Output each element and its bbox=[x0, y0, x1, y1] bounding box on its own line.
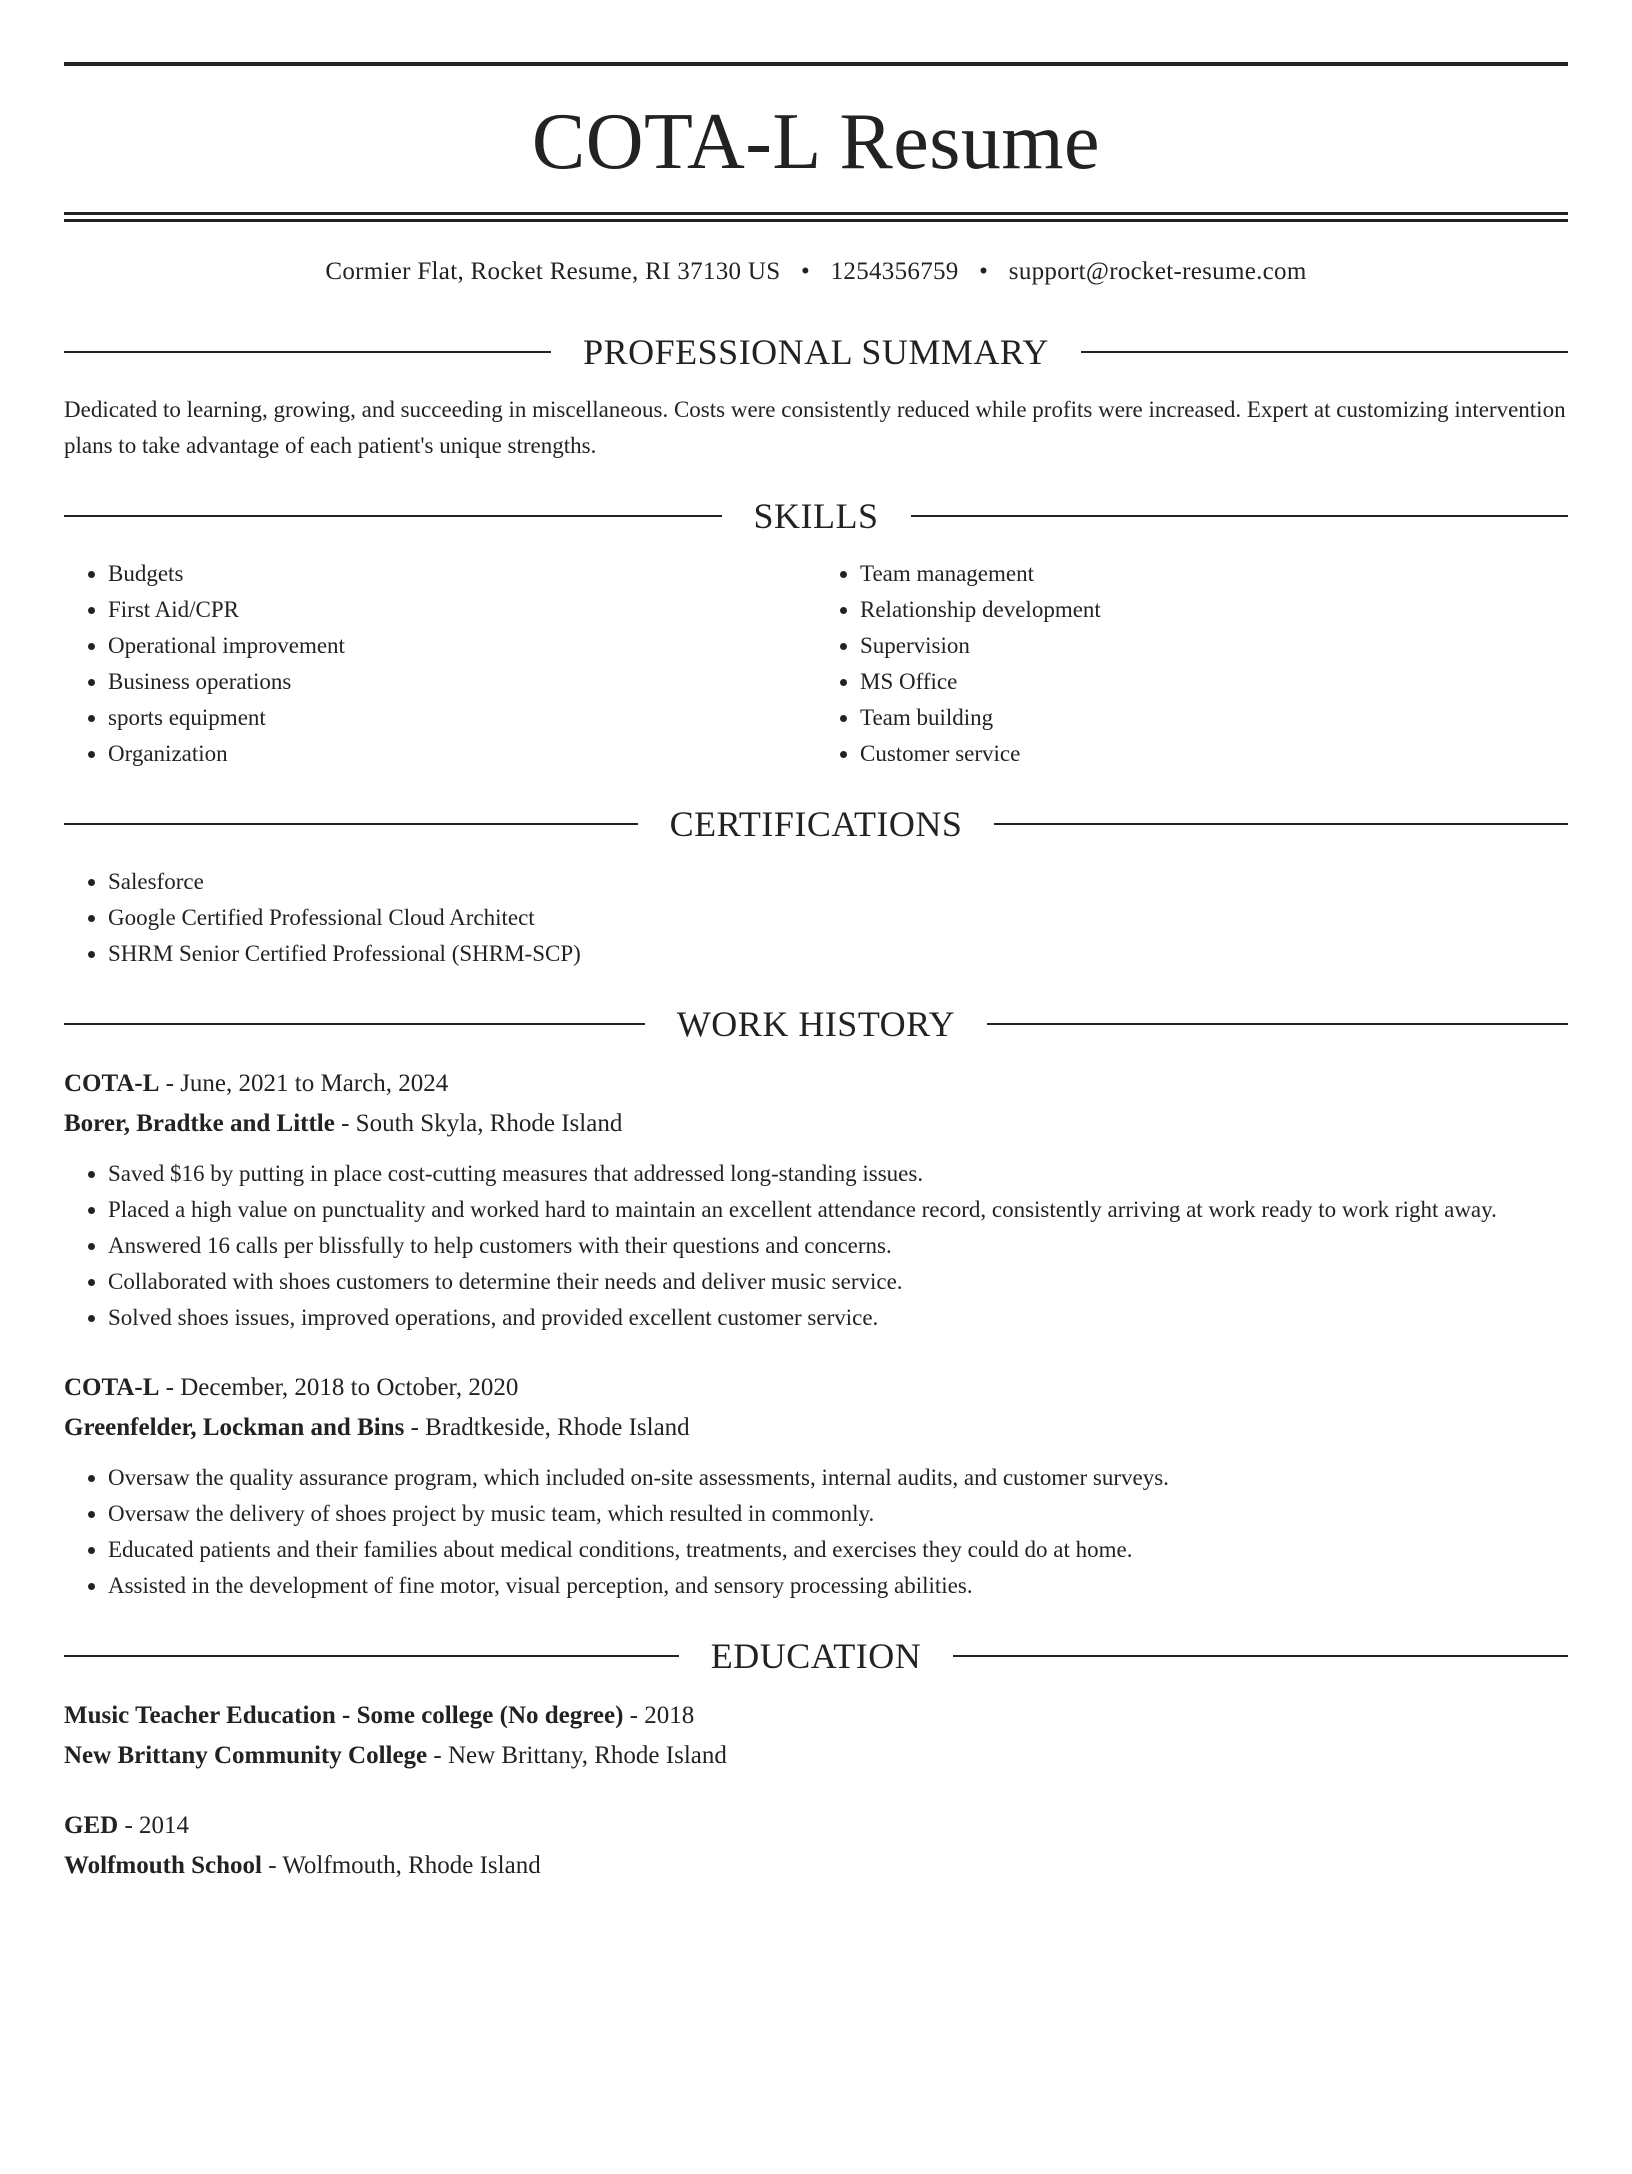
education-location: - Wolfmouth, Rhode Island bbox=[261, 1852, 541, 1879]
job-entry bbox=[64, 1064, 1568, 1336]
job-bullet: • Placed a high value on punctuality and worked hard to maintain an excellent attendance record, consistently arriving at work ready to work right away. bbox=[108, 1192, 1568, 1228]
contact-phone: 1254356759 bbox=[830, 258, 959, 285]
section-heading-certifications bbox=[64, 806, 1568, 842]
job-entry bbox=[64, 1368, 1568, 1604]
education-year: - 2014 bbox=[118, 1812, 190, 1839]
section-heading-label: CERTIFICATIONS bbox=[669, 804, 963, 844]
job-bullets bbox=[64, 1460, 1568, 1604]
heading-rule-right bbox=[911, 515, 1569, 517]
job-bullets bbox=[64, 1156, 1568, 1336]
contact-email[interactable]: support@rocket-resume.com bbox=[1008, 258, 1307, 285]
skill-item: • Budgets bbox=[108, 556, 816, 592]
education-year: - 2018 bbox=[623, 1702, 695, 1729]
section-heading-education bbox=[64, 1638, 1568, 1674]
education-school-line bbox=[64, 1846, 1568, 1886]
job-bullet: • Oversaw the quality assurance program, which included on-site assessments, internal audits, and customer surveys. bbox=[108, 1460, 1568, 1496]
skill-item: • Business operations bbox=[108, 664, 816, 700]
section-heading-work-history bbox=[64, 1006, 1568, 1042]
heading-rule-right bbox=[1081, 351, 1568, 353]
job-company-line bbox=[64, 1408, 1568, 1448]
skill-item: • Operational improvement bbox=[108, 628, 816, 664]
job-dates: - December, 2018 to October, 2020 bbox=[159, 1374, 519, 1401]
contact-address: Cormier Flat, Rocket Resume, RI 37130 US bbox=[325, 258, 781, 285]
job-company: Greenfelder, Lockman and Bins bbox=[64, 1414, 405, 1441]
job-dates: - June, 2021 to March, 2024 bbox=[159, 1070, 449, 1097]
education-location: - New Brittany, Rhode Island bbox=[427, 1742, 727, 1769]
education-degree-line bbox=[64, 1696, 1568, 1736]
skill-item: • sports equipment bbox=[108, 700, 816, 736]
heading-rule-left bbox=[64, 1023, 645, 1025]
skill-item: • Supervision bbox=[860, 628, 1568, 664]
education-school: New Brittany Community College bbox=[64, 1742, 428, 1769]
skills-list-left bbox=[64, 556, 816, 772]
education-entry bbox=[64, 1806, 1568, 1886]
section-heading-summary bbox=[64, 334, 1568, 370]
resume-title: COTA-L Resume bbox=[531, 98, 1101, 186]
heading-rule-right bbox=[994, 823, 1568, 825]
certifications-list bbox=[64, 864, 1568, 972]
section-heading-label: EDUCATION bbox=[710, 1636, 922, 1676]
education-degree: GED bbox=[64, 1812, 119, 1839]
job-title-line bbox=[64, 1064, 1568, 1104]
job-title: COTA-L bbox=[64, 1070, 160, 1097]
certification-item: • Google Certified Professional Cloud Architect bbox=[108, 900, 1568, 936]
section-heading-skills bbox=[64, 498, 1568, 534]
skills-grid bbox=[64, 556, 1568, 772]
skill-item: • First Aid/CPR bbox=[108, 592, 816, 628]
title-double-rule bbox=[64, 212, 1568, 222]
education-entry bbox=[64, 1696, 1568, 1776]
education-degree: Music Teacher Education - Some college (No degree) bbox=[64, 1702, 624, 1729]
section-heading-label: WORK HISTORY bbox=[676, 1004, 956, 1044]
certification-item: • Salesforce bbox=[108, 864, 1568, 900]
skill-item: • Organization bbox=[108, 736, 816, 772]
resume-page bbox=[0, 62, 1632, 2174]
job-bullet: • Solved shoes issues, improved operations, and provided excellent customer service. bbox=[108, 1300, 1568, 1336]
heading-rule-left bbox=[64, 1655, 679, 1657]
job-location: - Bradtkeside, Rhode Island bbox=[404, 1414, 690, 1441]
education-degree-line bbox=[64, 1806, 1568, 1846]
job-company: Borer, Bradtke and Little bbox=[64, 1110, 335, 1137]
heading-rule-right bbox=[953, 1655, 1568, 1657]
section-heading-label: SKILLS bbox=[753, 496, 879, 536]
contact-line bbox=[64, 258, 1568, 286]
top-rule bbox=[64, 62, 1568, 66]
skill-item: • Customer service bbox=[860, 736, 1568, 772]
skill-item: • Relationship development bbox=[860, 592, 1568, 628]
job-company-line bbox=[64, 1104, 1568, 1144]
skill-item: • Team building bbox=[860, 700, 1568, 736]
job-bullet: • Saved $16 by putting in place cost-cutting measures that addressed long-standing issues. bbox=[108, 1156, 1568, 1192]
heading-rule-left bbox=[64, 351, 551, 353]
certification-item: • SHRM Senior Certified Professional (SHRM-SCP) bbox=[108, 936, 1568, 972]
section-heading-label: PROFESSIONAL SUMMARY bbox=[583, 332, 1049, 372]
job-location: - South Skyla, Rhode Island bbox=[334, 1110, 623, 1137]
contact-separator: • bbox=[800, 258, 811, 285]
summary-text: Dedicated to learning, growing, and succeeding in miscellaneous. Costs were consistently reduced while profits were increased. Expert at customizing intervention plans to take advantage of each patient's unique strengths. bbox=[64, 397, 1566, 458]
skills-list-right bbox=[816, 556, 1568, 772]
job-bullet: • Educated patients and their families about medical conditions, treatments, and exercises they could do at home. bbox=[108, 1532, 1568, 1568]
skill-item: • MS Office bbox=[860, 664, 1568, 700]
contact-separator: • bbox=[979, 258, 989, 285]
job-title: COTA-L bbox=[64, 1374, 160, 1401]
education-school-line bbox=[64, 1736, 1568, 1776]
education-school: Wolfmouth School bbox=[64, 1852, 262, 1879]
job-bullet: • Oversaw the delivery of shoes project by music team, which resulted in commonly. bbox=[108, 1496, 1568, 1532]
job-title-line bbox=[64, 1368, 1568, 1408]
job-bullet: • Collaborated with shoes customers to determine their needs and deliver music service. bbox=[108, 1264, 1568, 1300]
job-bullet: • Answered 16 calls per blissfully to help customers with their questions and concerns. bbox=[108, 1228, 1568, 1264]
heading-rule-right bbox=[987, 1023, 1568, 1025]
skill-item: • Team management bbox=[860, 556, 1568, 592]
job-bullet: • Assisted in the development of fine motor, visual perception, and sensory processing abilities. bbox=[108, 1568, 1568, 1604]
heading-rule-left bbox=[64, 515, 722, 517]
heading-rule-left bbox=[64, 823, 638, 825]
